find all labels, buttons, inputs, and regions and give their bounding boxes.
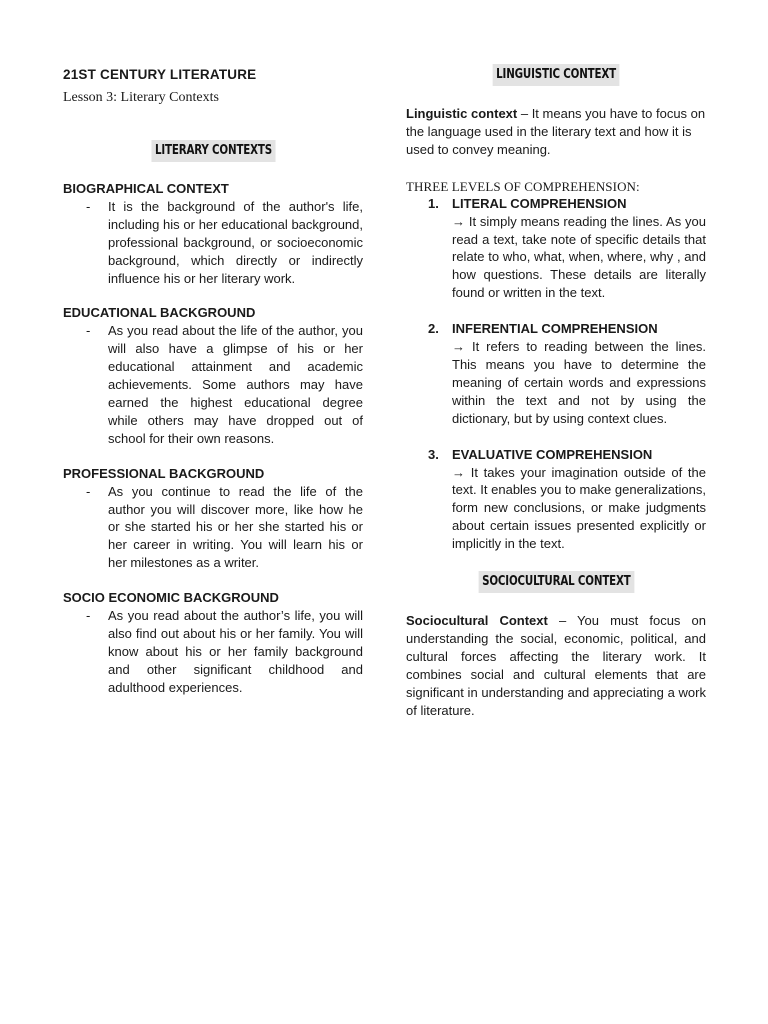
sociocultural-context-heading: SOCIOCULTURAL CONTEXT [478, 571, 634, 593]
sociocultural-context-heading-wrap [406, 571, 706, 593]
dash-bullet: - [86, 323, 91, 339]
section-body [63, 322, 363, 447]
level-text: → It takes your imagination outside of the text. It enables you to make generalizations, form new conclusions, or make judgments about certain issues presented explicitly or implicitly in the text. [452, 464, 706, 552]
section-text: As you continue to read the life of the author you will discover more, like how he or she started his or her she started his or her career in writing. You will learn his or her milestones as a writer. [108, 483, 363, 571]
literary-contexts-heading-wrap [63, 140, 363, 162]
educational-background-section [63, 304, 363, 447]
level-text: → It simply means reading the lines. As you read a text, take note of specific details that relate to who, what, when, where, why , and how questions. These details are literally found or written in the text. [452, 213, 706, 301]
section-text: As you read about the life of the author, you will also have a glimpse of his or her educational attainment and academic achievements. Some authors may have earned the highest educational degree while others may have dropped out of school for their own reasons. [108, 323, 363, 446]
biographical-context-section [63, 180, 363, 287]
right-column [406, 64, 706, 719]
section-body [63, 198, 363, 288]
socio-economic-background-section [63, 589, 363, 696]
linguistic-context-heading: LINGUISTIC CONTEXT [493, 64, 620, 86]
level-number: 1. [428, 195, 439, 211]
section-text: As you read about the author’s life, you will also find out about his or her family. You will know about his or her family background and other significant childhood and adulthood experiences. [108, 608, 363, 695]
dash-bullet: - [86, 198, 91, 214]
level-title: INFERENTIAL COMPREHENSION [452, 321, 658, 337]
dash-bullet: - [86, 608, 91, 624]
comprehension-level-3 [406, 446, 706, 553]
section-heading: BIOGRAPHICAL CONTEXT [63, 181, 229, 196]
lesson-subtitle: Lesson 3: Literary Contexts [63, 90, 219, 105]
section-heading: PROFESSIONAL BACKGROUND [63, 465, 265, 481]
comprehension-level-1 [406, 195, 706, 302]
section-text: It is the background of the author's life, including his or her educational background, professional background, or socioeconomic background, which directly or indirectly influence his or her literary work. [108, 198, 363, 286]
sociocultural-context-paragraph [406, 612, 706, 719]
level-title: LITERAL COMPREHENSION [452, 195, 627, 211]
level-text: → It refers to reading between the lines. This means you have to determine the meaning of certain words and expressions within the text and not by using the dictionary, but by using context clues. [452, 339, 706, 426]
level-number: 3. [428, 446, 439, 462]
linguistic-context-term: Linguistic context [406, 106, 518, 121]
linguistic-context-paragraph [406, 105, 706, 159]
document-title: 21ST CENTURY LITERATURE [63, 67, 257, 82]
sociocultural-context-term: Sociocultural Context [406, 613, 548, 629]
literary-contexts-heading: LITERARY CONTEXTS [151, 140, 275, 162]
level-number: 2. [428, 321, 439, 337]
professional-background-section [63, 465, 363, 572]
section-body [63, 607, 363, 697]
dash-bullet: - [86, 483, 91, 499]
section-heading: SOCIO ECONOMIC BACKGROUND [63, 590, 279, 606]
left-column [63, 64, 363, 697]
section-body [63, 483, 363, 573]
linguistic-context-definition: – It means you have to focus on the language used in the literary text and how it is used to convey meaning. [406, 106, 706, 157]
comprehension-levels-heading: THREE LEVELS OF COMPREHENSION: [406, 178, 640, 194]
linguistic-context-heading-wrap [406, 64, 706, 86]
level-title: EVALUATIVE COMPREHENSION [452, 446, 653, 462]
sociocultural-context-definition: – You must focus on understanding the social, economic, political, and cultural forces affecting the literary work. It combines social and cultural elements that are significant in understanding and appreciating a work of literature. [406, 613, 706, 718]
comprehension-level-2 [406, 320, 706, 427]
section-heading: EDUCATIONAL BACKGROUND [63, 305, 256, 321]
